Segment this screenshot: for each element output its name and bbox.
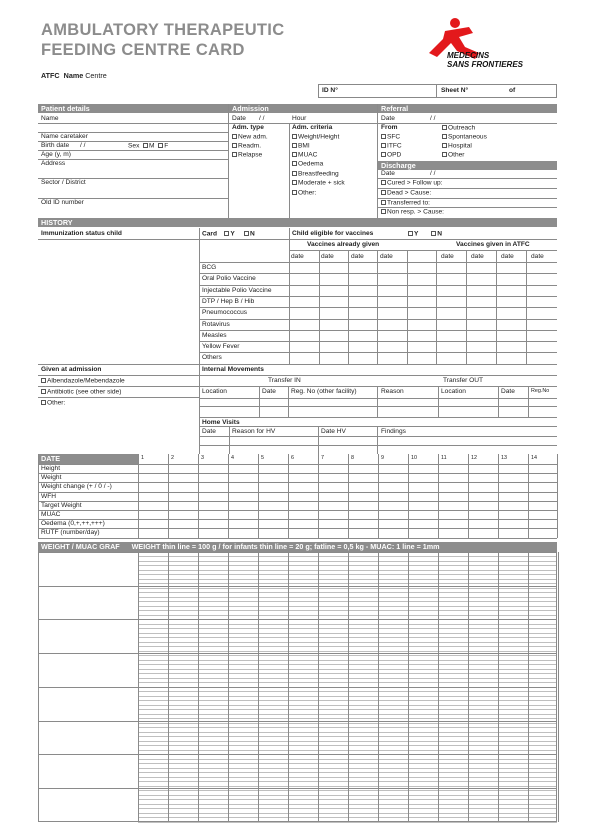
date-col-line <box>408 454 409 538</box>
graph-col-line <box>288 552 289 822</box>
name-label: Name <box>41 115 59 122</box>
atfc-centre-label: Centre <box>85 71 107 80</box>
date-col-number: 9 <box>381 455 384 461</box>
eligible-field[interactable] <box>408 231 442 238</box>
date-col-line <box>378 454 379 538</box>
date-col-number: 1 <box>141 455 144 461</box>
ref-from-opd[interactable] <box>381 152 401 159</box>
hv-col-datehv: Date HV <box>321 428 346 435</box>
date-row-label: RUTF (number/day) <box>41 529 100 537</box>
adm-hour-label: Hour <box>292 115 307 122</box>
patient-header: Patient details <box>38 104 228 113</box>
mv-col-date-in: Date <box>262 388 276 395</box>
mv-col-location-in: Location <box>202 388 227 395</box>
dis-dead[interactable] <box>381 190 431 197</box>
date-col-line <box>438 454 439 538</box>
home-visits-header: Home Visits <box>202 419 240 426</box>
ref-spontaneous[interactable] <box>442 134 487 141</box>
date-row-label: Height <box>41 465 61 472</box>
dis-label: Non resp. > Cause: <box>387 208 444 216</box>
date-col-line <box>38 454 39 538</box>
crit-label: Other: <box>298 189 317 197</box>
date-row-label: Weight <box>41 474 62 482</box>
date-col-line <box>318 454 319 538</box>
id-sheet-box[interactable] <box>318 84 557 98</box>
adm-type-readm[interactable] <box>232 143 261 150</box>
vaccine-date-col-label: date <box>380 253 393 260</box>
card-label: Card <box>202 230 218 238</box>
adm-type-new-label: New adm. <box>238 133 268 141</box>
date-col-number: 7 <box>321 455 324 461</box>
graph-col-line <box>498 552 499 822</box>
sex-m-label: M <box>149 142 155 150</box>
checkbox-icon[interactable] <box>381 200 386 205</box>
vaccine-date-col-label: date <box>531 253 544 260</box>
vaccine-date-col-label: date <box>441 253 454 260</box>
checkbox-icon[interactable] <box>381 190 386 195</box>
graph-col-line <box>378 552 379 822</box>
hv-col-findings: Findings <box>381 428 406 435</box>
given-label: Other: <box>47 399 66 407</box>
checkbox-icon[interactable] <box>41 389 46 394</box>
ref-from-label: From <box>381 124 398 131</box>
vaccine-date-col-label: date <box>321 253 334 260</box>
eligible-y-label: Y <box>414 230 419 238</box>
ref-src-label: Other <box>448 151 465 159</box>
vaccine-label: Pneumococcus <box>202 309 248 317</box>
oldid-label: Old ID number <box>41 199 84 206</box>
vaccines-atfc-label: Vaccines given in ATFC <box>456 241 530 248</box>
admission-header: Admission <box>229 104 377 113</box>
vaccine-row[interactable] <box>199 341 557 342</box>
referral-header: Referral <box>378 104 557 113</box>
checkbox-icon[interactable] <box>442 134 447 139</box>
adm-type-label: Adm. type <box>232 124 264 131</box>
given-other[interactable] <box>41 400 65 407</box>
date-row-line[interactable] <box>38 501 557 502</box>
date-col-number: 13 <box>501 455 507 461</box>
checkbox-icon[interactable] <box>292 152 297 157</box>
history-header: HISTORY <box>38 218 557 227</box>
graph-fat-line <box>38 619 557 620</box>
checkbox-icon[interactable] <box>232 152 237 157</box>
date-col-line <box>288 454 289 538</box>
checkbox-icon[interactable] <box>292 190 297 195</box>
adm-crit-bmi[interactable] <box>292 143 310 150</box>
ref-from-sfc[interactable] <box>381 134 400 141</box>
checkbox-icon[interactable] <box>442 143 447 148</box>
card-title-line1: AMBULATORY THERAPEUTIC <box>41 21 285 39</box>
vaccine-date-col-label: date <box>291 253 304 260</box>
card-title-line2: FEEDING CENTRE CARD <box>41 41 245 59</box>
sheet-label: Sheet N° <box>441 87 469 94</box>
checkbox-icon[interactable] <box>381 134 386 139</box>
graph-col-line <box>318 552 319 822</box>
date-col-number: 10 <box>411 455 417 461</box>
graph-col-line <box>198 552 199 822</box>
graph-col-line <box>558 552 559 822</box>
checkbox-icon[interactable] <box>232 143 237 148</box>
checkbox-icon[interactable] <box>41 400 46 405</box>
eligible-y-checkbox[interactable] <box>408 231 413 236</box>
adm-type-readm-label: Readm. <box>238 142 262 150</box>
movements-header: Internal Movements <box>202 366 264 373</box>
date-col-number: 2 <box>171 455 174 461</box>
date-row-label: Weight change (+ / 0 / -) <box>41 483 112 491</box>
vaccine-row[interactable] <box>199 273 557 274</box>
adm-type-new[interactable] <box>232 134 268 141</box>
adm-crit-oedema[interactable] <box>292 161 323 168</box>
graph-col-line <box>438 552 439 822</box>
date-col-number: 8 <box>351 455 354 461</box>
given-albendazole[interactable] <box>41 378 125 385</box>
crit-label: Breastfeeding <box>298 170 339 178</box>
checkbox-icon[interactable] <box>292 171 297 176</box>
date-col-line <box>138 454 139 538</box>
vaccine-row[interactable] <box>199 352 557 353</box>
date-col-number: 3 <box>201 455 204 461</box>
eligible-label: Child eligible for vaccines <box>292 230 374 237</box>
graph-fat-line <box>38 788 557 789</box>
discharge-header: Discharge <box>378 161 557 170</box>
vaccine-row[interactable] <box>199 319 557 320</box>
age-label: Age (y, m) <box>41 151 71 158</box>
crit-label: MUAC <box>298 151 318 159</box>
graph-fat-line <box>38 721 557 722</box>
vaccine-date-col-label: date <box>471 253 484 260</box>
graph-col-line <box>528 552 529 822</box>
vaccine-row[interactable] <box>199 307 557 308</box>
date-row-line[interactable] <box>38 492 557 493</box>
graph-note: WEIGHT thin line = 100 g / for infants thin line = 20 g; fatline = 0,5 kg - MUAC: 1 line = 1mm <box>131 542 440 551</box>
checkbox-icon[interactable] <box>442 152 447 157</box>
adm-date-sep: / / <box>259 115 265 122</box>
transfer-out-label: Transfer OUT <box>443 377 484 384</box>
card-y-checkbox[interactable] <box>224 231 229 236</box>
vaccine-row[interactable] <box>199 330 557 331</box>
date-header: DATE <box>38 454 138 464</box>
checkbox-icon[interactable] <box>292 143 297 148</box>
atfc-code: ATFC <box>41 71 60 80</box>
vaccine-date-col-label: date <box>351 253 364 260</box>
ref-from-label-item: SFC <box>387 133 401 141</box>
date-row-line[interactable] <box>38 473 557 474</box>
checkbox-icon[interactable] <box>292 180 297 185</box>
checkbox-icon[interactable] <box>381 209 386 214</box>
graph-col-line <box>168 552 169 822</box>
date-col-line <box>498 454 499 538</box>
vaccine-label: Oral Polio Vaccine <box>202 275 256 283</box>
mv-col-location-out: Location <box>441 388 466 395</box>
graph-fat-line <box>38 687 557 688</box>
crit-label: Oedema <box>298 160 324 168</box>
given-label: Antibiotic (see other side) <box>47 388 122 396</box>
msf-logo <box>413 17 543 75</box>
vaccine-label: Measles <box>202 331 227 339</box>
graph-col-line <box>468 552 469 822</box>
date-col-line <box>198 454 199 538</box>
ref-src-label: Outreach <box>448 124 476 132</box>
adm-crit-wh[interactable] <box>292 134 339 141</box>
date-col-line <box>528 454 529 538</box>
adm-crit-muac[interactable] <box>292 152 317 159</box>
given-antibiotic[interactable] <box>41 389 121 396</box>
graph-fat-line <box>38 653 557 654</box>
date-row-label: Target Weight <box>41 501 82 509</box>
graph-col-line <box>258 552 259 822</box>
date-col-number: 5 <box>261 455 264 461</box>
id-label: ID N° <box>322 87 338 94</box>
checkbox-icon[interactable] <box>381 152 386 157</box>
date-row-label: Oedema (0,+,++,+++) <box>41 520 105 528</box>
graph-title: WEIGHT / MUAC GRAF <box>41 542 120 551</box>
adm-type-relapse[interactable] <box>232 152 262 159</box>
caretaker-label: Name caretaker <box>41 133 88 140</box>
of-label: of <box>509 87 516 94</box>
address-label: Address <box>41 160 66 167</box>
vaccine-label: Rotavirus <box>202 320 230 328</box>
date-row-line[interactable] <box>38 528 557 529</box>
date-col-number: 6 <box>291 455 294 461</box>
date-col-line <box>348 454 349 538</box>
adm-criteria-label: Adm. criteria <box>292 124 333 131</box>
ref-src-label: Spontaneous <box>448 133 487 141</box>
mv-col-regno-out: Reg.No <box>531 388 550 394</box>
adm-type-relapse-label: Relapse <box>238 151 263 159</box>
hv-col-date: Date <box>202 428 216 435</box>
date-col-line <box>168 454 169 538</box>
sex-m-checkbox[interactable] <box>143 143 148 148</box>
vaccine-row[interactable] <box>199 296 557 297</box>
vaccine-date-col-label: date <box>501 253 514 260</box>
graph-col-line <box>228 552 229 822</box>
date-col-number: 4 <box>231 455 234 461</box>
sex-f-label: F <box>164 142 169 150</box>
ref-outreach[interactable] <box>442 125 475 132</box>
hv-col-reason: Reason for HV <box>232 428 276 435</box>
checkbox-icon[interactable] <box>292 134 297 139</box>
ref-hospital[interactable] <box>442 143 472 150</box>
vaccine-label: Others <box>202 354 222 362</box>
graph-col-line <box>348 552 349 822</box>
atfc-name-label: Name <box>63 71 84 80</box>
card-field[interactable] <box>202 231 255 238</box>
mv-col-regno: Reg. No (other facility) <box>291 388 357 395</box>
adm-crit-moderate[interactable] <box>292 180 345 187</box>
vaccine-label: BCG <box>202 264 217 271</box>
ref-from-label-item: OPD <box>387 151 402 159</box>
ref-other[interactable] <box>442 152 465 159</box>
mv-col-date-out: Date <box>501 388 515 395</box>
checkbox-icon[interactable] <box>381 180 386 185</box>
graph-fat-line <box>38 754 557 755</box>
mv-col-reason: Reason <box>381 388 404 395</box>
sector-label: Sector / District <box>41 179 86 186</box>
checkbox-icon[interactable] <box>442 125 447 130</box>
vaccines-given-label: Vaccines already given <box>307 241 380 248</box>
immunization-label: Immunization status child <box>41 230 122 237</box>
dis-date-sep: / / <box>430 170 436 177</box>
adm-crit-breast[interactable] <box>292 171 339 178</box>
date-row-label: WFH <box>41 492 57 500</box>
crit-label: Moderate + sick <box>298 179 345 187</box>
date-row-line[interactable] <box>38 538 557 539</box>
ref-from-itfc[interactable] <box>381 143 402 150</box>
birth-sep: / / <box>80 142 86 149</box>
eligible-n-label: N <box>437 230 442 238</box>
logo-line2: SANS FRONTIERES <box>447 60 524 69</box>
dis-label: Dead > Cause: <box>387 189 432 197</box>
sex-label: Sex <box>128 142 140 150</box>
graph-fat-line <box>38 586 557 587</box>
given-label: Albendazole/Mebendazole <box>47 377 125 385</box>
ref-src-label: Hospital <box>448 142 472 150</box>
graph-col-line <box>138 552 139 822</box>
vaccine-label: Injectable Polio Vaccine <box>202 286 272 294</box>
dis-cured[interactable] <box>381 180 443 187</box>
transfer-in-label: Transfer IN <box>268 377 301 384</box>
checkbox-icon[interactable] <box>232 134 237 139</box>
ref-date-label: Date <box>381 115 395 122</box>
dis-label: Transferred to: <box>387 199 430 207</box>
eligible-n-checkbox[interactable] <box>431 231 436 236</box>
vaccine-label: DTP / Hep B / Hib <box>202 297 255 305</box>
dis-date-label: Date <box>381 170 395 177</box>
checkbox-icon[interactable] <box>292 161 297 166</box>
vaccine-label: Yellow Fever <box>202 343 240 351</box>
dis-nonresp[interactable] <box>381 209 444 216</box>
sex-f-checkbox[interactable] <box>158 143 163 148</box>
graph-header <box>38 542 557 552</box>
card-y-label: Y <box>230 230 235 238</box>
date-col-line <box>228 454 229 538</box>
date-col-number: 11 <box>441 455 447 461</box>
atfc-line <box>41 72 107 79</box>
date-row-line <box>38 464 557 465</box>
checkbox-icon[interactable] <box>41 378 46 383</box>
graph-col-line <box>408 552 409 822</box>
date-col-number: 12 <box>471 455 477 461</box>
logo-line1: MEDECINS <box>447 51 490 60</box>
ref-date-sep: / / <box>430 115 436 122</box>
adm-crit-other[interactable] <box>292 190 316 197</box>
crit-label: BMI <box>298 142 310 150</box>
vaccine-row[interactable] <box>199 285 557 286</box>
date-row-line[interactable] <box>38 482 557 483</box>
ref-from-label-item: ITFC <box>387 142 402 150</box>
card-n-checkbox[interactable] <box>244 231 249 236</box>
crit-label: Weight/Height <box>298 133 340 141</box>
date-col-line <box>258 454 259 538</box>
date-col-number: 14 <box>531 455 537 461</box>
checkbox-icon[interactable] <box>381 143 386 148</box>
dis-label: Cured > Follow up: <box>387 179 443 187</box>
adm-date-label: Date <box>232 115 246 122</box>
date-row-line[interactable] <box>38 510 557 511</box>
date-col-line <box>557 454 558 538</box>
birth-label: Birth date <box>41 142 70 149</box>
date-row-line[interactable] <box>38 519 557 520</box>
date-row-label: MUAC <box>41 511 61 518</box>
date-col-line <box>468 454 469 538</box>
card-n-label: N <box>249 230 255 238</box>
given-adm-header: Given at admission <box>41 366 102 373</box>
